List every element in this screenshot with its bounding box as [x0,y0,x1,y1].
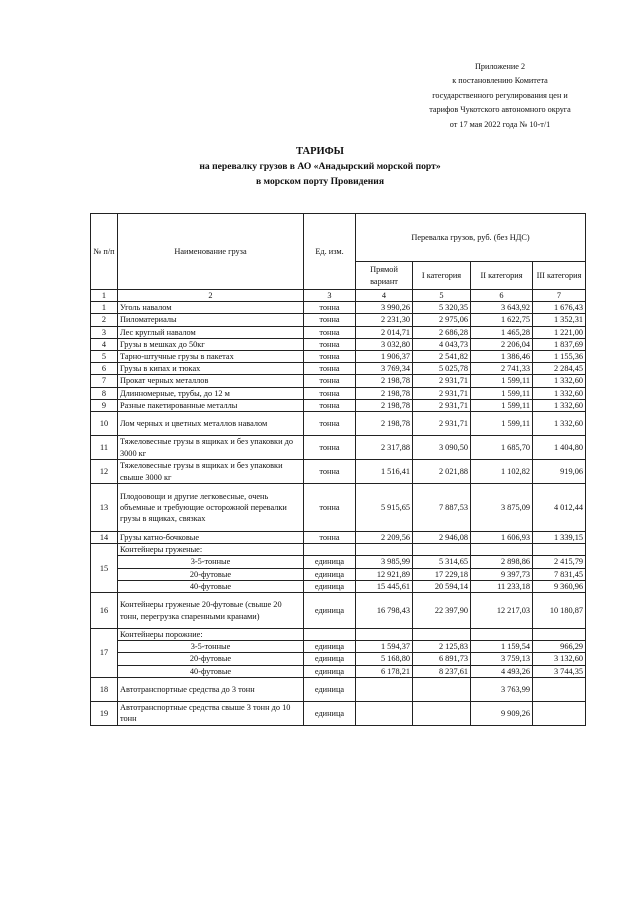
value-cat3: 3 744,35 [533,665,586,677]
appendix-line: тарифов Чукотского автономного округа [429,105,571,115]
empty-cell [413,629,471,641]
value-direct: 15 445,61 [356,580,413,592]
table-row [91,532,586,544]
header-unit: Ед. изм. [304,214,356,290]
value-cat1: 2 125,83 [413,641,471,653]
unit: тонна [304,338,356,350]
unit: единица [304,665,356,677]
value-direct: 1 906,37 [356,351,413,363]
document-title [0,144,640,189]
cargo-name: Грузы катно-бочковые [118,532,304,544]
value-direct: 6 178,21 [356,665,413,677]
value-cat1: 2 021,88 [413,460,471,484]
value-cat2: 1 465,28 [471,326,533,338]
value-direct: 2 231,30 [356,314,413,326]
cargo-subname: 20-футовые [118,568,304,580]
cargo-name: Лом черных и цветных металлов навалом [118,412,304,436]
value-cat1: 2 541,82 [413,351,471,363]
cargo-name: Плодоовощи и другие легковесные, очень объемные и требующие осторожной перевалки грузы в ящиках, связках [118,484,304,532]
value-cat2: 12 217,03 [471,593,533,629]
header-group: Перевалка грузов, руб. (без НДС) [356,214,586,262]
table-row [91,677,586,701]
table-row [91,326,586,338]
table-row-group [91,544,586,556]
value-direct: 2 198,78 [356,375,413,387]
empty-cell [304,629,356,641]
row-number: 8 [91,387,118,399]
table-row [91,375,586,387]
value-cat2: 3 759,13 [471,653,533,665]
appendix-line: от 17 мая 2022 года № 10-т/1 [449,119,551,129]
table-subrow [91,580,586,592]
unit: тонна [304,363,356,375]
cargo-name: Уголь навалом [118,302,304,314]
value-cat3: 9 360,96 [533,580,586,592]
value-cat3: 1 676,43 [533,302,586,314]
cargo-subname: 3-5-тонные [118,641,304,653]
value-cat2: 3 763,99 [471,677,533,701]
unit: тонна [304,484,356,532]
row-number: 9 [91,399,118,411]
unit: единица [304,593,356,629]
value-cat2: 9 397,73 [471,568,533,580]
value-cat1: 22 397,90 [413,593,471,629]
empty-cell [533,544,586,556]
table-row [91,314,586,326]
row-number: 15 [91,544,118,593]
value-cat3: 7 831,45 [533,568,586,580]
table-header-row [91,214,586,262]
empty-cell [356,544,413,556]
empty-cell [533,629,586,641]
value-direct: 3 032,80 [356,338,413,350]
column-numbers-row [91,290,586,302]
unit: единица [304,580,356,592]
row-number: 12 [91,460,118,484]
cargo-name: Контейнеры груженые 20-футовые (свыше 20 тонн, перегрузка спаренными кранами) [118,593,304,629]
value-cat1 [413,677,471,701]
value-cat2: 1 102,82 [471,460,533,484]
table-subrow [91,556,586,568]
title-line: ТАРИФЫ [296,146,344,157]
empty-cell [471,544,533,556]
row-number: 16 [91,593,118,629]
value-cat1: 2 686,28 [413,326,471,338]
value-cat1: 2 931,71 [413,412,471,436]
cargo-name: Длинномерные, трубы, до 12 м [118,387,304,399]
unit: тонна [304,412,356,436]
value-direct [356,677,413,701]
cargo-name: Разные пакетированные металлы [118,399,304,411]
cargo-name: Тяжеловесные грузы в ящиках и без упаковки до 3000 кг [118,436,304,460]
unit: тонна [304,532,356,544]
table-row [91,436,586,460]
table-row [91,701,586,725]
value-cat2: 3 875,09 [471,484,533,532]
value-cat3: 1 352,31 [533,314,586,326]
header-name: Наименование груза [118,214,304,290]
value-direct: 2 209,56 [356,532,413,544]
header-direct: Прямой вариант [356,262,413,290]
value-cat1: 5 314,65 [413,556,471,568]
value-cat3 [533,701,586,725]
row-number: 7 [91,375,118,387]
colnum: 4 [356,290,413,302]
value-cat2: 1 599,11 [471,399,533,411]
colnum: 2 [118,290,304,302]
unit: тонна [304,399,356,411]
row-number: 1 [91,302,118,314]
unit: тонна [304,436,356,460]
value-cat3: 1 155,36 [533,351,586,363]
header-cat1: I категория [413,262,471,290]
empty-cell [356,629,413,641]
value-cat2: 3 643,92 [471,302,533,314]
cargo-name: Автотранспортные средства до 3 тонн [118,677,304,701]
colnum: 7 [533,290,586,302]
row-number: 6 [91,363,118,375]
table-subrow [91,568,586,580]
row-number: 19 [91,701,118,725]
table-row [91,351,586,363]
value-cat1: 5 025,78 [413,363,471,375]
cargo-subname: 20-футовые [118,653,304,665]
unit: единица [304,556,356,568]
title-line: на перевалку грузов в АО «Анадырский морской порт» [199,161,441,172]
value-direct [356,701,413,725]
cargo-name: Тарно-штучные грузы в пакетах [118,351,304,363]
cargo-name: Контейнеры порожние: [118,629,304,641]
row-number: 18 [91,677,118,701]
table-row [91,302,586,314]
appendix-line: Приложение 2 [474,62,526,71]
cargo-subname: 40-футовые [118,580,304,592]
unit: единица [304,653,356,665]
value-direct: 12 921,89 [356,568,413,580]
value-cat3: 1 404,80 [533,436,586,460]
table-row [91,399,586,411]
row-number: 4 [91,338,118,350]
value-direct: 3 769,34 [356,363,413,375]
colnum: 1 [91,290,118,302]
cargo-name: Тяжеловесные грузы в ящиках и без упаковки свыше 3000 кг [118,460,304,484]
unit: тонна [304,302,356,314]
row-number: 13 [91,484,118,532]
cargo-name: Лес круглый навалом [118,326,304,338]
title-line: в морском порту Провидения [255,176,385,187]
table-row-group [91,629,586,641]
value-cat3: 919,06 [533,460,586,484]
value-direct: 1 594,37 [356,641,413,653]
table-row [91,338,586,350]
value-cat1 [413,701,471,725]
value-cat2: 9 909,26 [471,701,533,725]
appendix-line: к постановлению Комитета [452,76,548,86]
value-cat1: 2 931,71 [413,399,471,411]
value-cat1: 2 931,71 [413,387,471,399]
cargo-subname: 40-футовые [118,665,304,677]
value-cat2: 1 159,54 [471,641,533,653]
value-cat2: 1 599,11 [471,387,533,399]
value-cat3 [533,677,586,701]
empty-cell [471,629,533,641]
value-direct: 5 168,80 [356,653,413,665]
value-cat3: 10 180,87 [533,593,586,629]
value-cat2: 2 741,33 [471,363,533,375]
table-row [91,593,586,629]
row-number: 11 [91,436,118,460]
unit: тонна [304,387,356,399]
cargo-name: Прокат черных металлов [118,375,304,387]
table-row [91,460,586,484]
cargo-name: Грузы в кипах и тюках [118,363,304,375]
header-cat2: II категория [471,262,533,290]
unit: единица [304,701,356,725]
empty-cell [304,544,356,556]
unit: единица [304,641,356,653]
value-cat1: 2 946,08 [413,532,471,544]
value-cat3: 2 415,79 [533,556,586,568]
cargo-name: Пиломатериалы [118,314,304,326]
row-number: 14 [91,532,118,544]
value-direct: 2 198,78 [356,387,413,399]
colnum: 6 [471,290,533,302]
value-cat1: 5 320,35 [413,302,471,314]
value-cat3: 3 132,60 [533,653,586,665]
value-cat3: 1 332,60 [533,387,586,399]
value-cat1: 2 975,06 [413,314,471,326]
table-row [91,484,586,532]
table-row [91,387,586,399]
value-cat2: 2 898,86 [471,556,533,568]
value-cat3: 1 339,15 [533,532,586,544]
table-row [91,363,586,375]
value-cat1: 20 594,14 [413,580,471,592]
value-direct: 2 317,88 [356,436,413,460]
value-cat2: 2 206,04 [471,338,533,350]
value-cat1: 3 090,50 [413,436,471,460]
table-subrow [91,653,586,665]
table-subrow [91,641,586,653]
unit: тонна [304,351,356,363]
appendix-line: государственного регулирования цен и [432,90,568,100]
unit: тонна [304,375,356,387]
row-number: 3 [91,326,118,338]
value-cat2: 1 622,75 [471,314,533,326]
value-cat2: 1 599,11 [471,412,533,436]
value-cat3: 1 332,60 [533,375,586,387]
row-number: 10 [91,412,118,436]
cargo-name: Автотранспортные средства свыше 3 тонн до 10 тонн [118,701,304,725]
header-num: № п/п [91,214,118,290]
table-row [91,412,586,436]
value-cat1: 2 931,71 [413,375,471,387]
value-cat2: 4 493,26 [471,665,533,677]
tariffs-table [90,213,586,726]
row-number: 5 [91,351,118,363]
cargo-name: Контейнеры груженые: [118,544,304,556]
value-cat3: 1 332,60 [533,412,586,436]
value-direct: 3 990,26 [356,302,413,314]
value-direct: 1 516,41 [356,460,413,484]
unit: тонна [304,460,356,484]
value-cat1: 4 043,73 [413,338,471,350]
header-cat3: III категория [533,262,586,290]
value-cat2: 1 606,93 [471,532,533,544]
value-cat2: 1 599,11 [471,375,533,387]
value-cat1: 8 237,61 [413,665,471,677]
value-cat3: 2 284,45 [533,363,586,375]
unit: тонна [304,314,356,326]
value-cat2: 11 233,18 [471,580,533,592]
value-direct: 3 985,99 [356,556,413,568]
value-direct: 16 798,43 [356,593,413,629]
value-cat1: 6 891,73 [413,653,471,665]
row-number: 17 [91,629,118,678]
value-cat2: 1 386,46 [471,351,533,363]
unit: тонна [304,326,356,338]
row-number: 2 [91,314,118,326]
colnum: 3 [304,290,356,302]
value-direct: 5 915,65 [356,484,413,532]
appendix-block [400,60,600,132]
cargo-subname: 3-5-тонные [118,556,304,568]
empty-cell [413,544,471,556]
value-direct: 2 014,71 [356,326,413,338]
value-cat3: 1 332,60 [533,399,586,411]
value-cat1: 17 229,18 [413,568,471,580]
value-cat2: 1 685,70 [471,436,533,460]
unit: единица [304,677,356,701]
colnum: 5 [413,290,471,302]
value-cat3: 966,29 [533,641,586,653]
cargo-name: Грузы в мешках до 50кг [118,338,304,350]
value-cat3: 4 012,44 [533,484,586,532]
value-cat3: 1 221,00 [533,326,586,338]
value-cat1: 7 887,53 [413,484,471,532]
value-direct: 2 198,78 [356,412,413,436]
value-direct: 2 198,78 [356,399,413,411]
unit: единица [304,568,356,580]
table-subrow [91,665,586,677]
value-cat3: 1 837,69 [533,338,586,350]
